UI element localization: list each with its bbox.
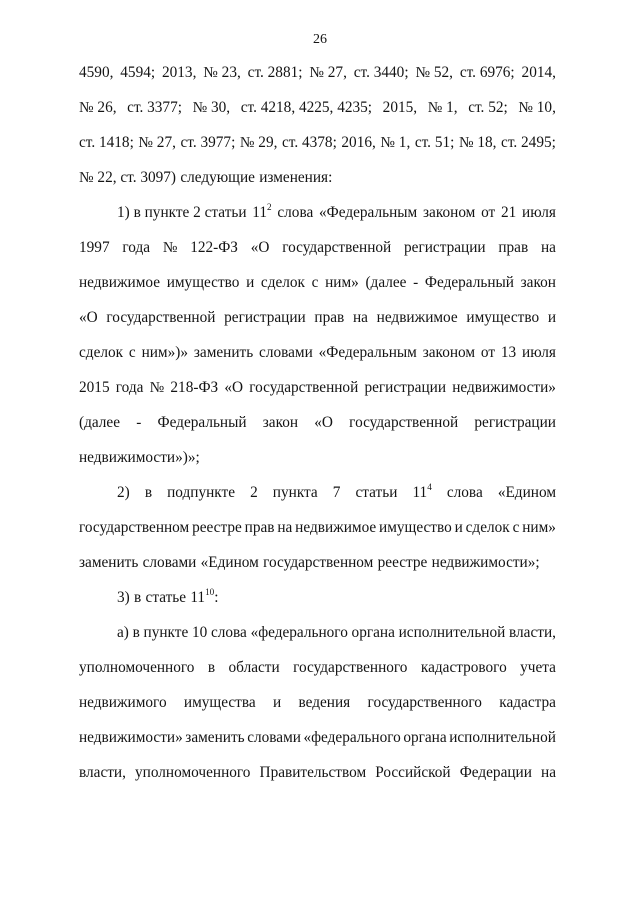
word: регистрации [364,379,447,396]
word: - [136,414,142,431]
word: с [128,344,136,361]
word: 4594; [120,64,156,81]
word: области [228,659,280,676]
word: № [162,239,178,256]
word: № 27, [138,134,176,151]
word: № [149,379,165,396]
text-line [79,131,556,166]
word: имущества [183,694,256,711]
word: имущество [379,519,452,536]
word: «Едином [497,484,556,501]
word: изменения: [259,169,333,186]
word: закон [262,414,299,431]
word: ведения [298,694,351,711]
word: года [115,379,144,396]
word: ст. 3377; [127,99,182,116]
word: 2016, [341,134,376,151]
word: от [480,344,496,361]
word: реестре [377,554,428,571]
word: 3) [117,589,130,606]
text-line [79,481,556,516]
word: «О [224,379,244,396]
word: и [246,274,255,291]
word: 2 [250,484,258,501]
text-line [79,166,556,201]
text-line [79,201,556,236]
word: власти, [509,624,556,641]
word: заменить [193,344,254,361]
word: ст. 4378; [282,134,337,151]
word: статьи [355,484,398,501]
word: словами [142,554,197,571]
text-line [79,656,556,691]
word: $11^4$ [412,482,432,501]
word: «федерального [250,624,348,641]
paragraph-item-2 [79,481,556,586]
text-line [79,446,556,481]
word: 4590, [79,64,114,81]
word: власти, [79,764,126,781]
text-line [79,516,556,551]
word: учета [520,659,556,676]
word: № 1, [427,99,458,116]
word: на [541,764,556,781]
word: на [352,309,368,326]
word: законом [422,344,476,361]
word: регистрации [474,414,556,431]
text-line [79,306,556,341]
word: государственного [367,694,482,711]
word: «О [314,414,333,431]
word: словами [247,729,301,746]
word: кадастра [499,694,556,711]
word: № 26, [79,99,117,116]
text-line [79,96,556,131]
word: уполномоченного [79,659,195,676]
word: ст. 1418; [79,134,134,151]
word: с [512,519,520,536]
word: ст. 3977; [180,134,236,151]
word: ст. 52; [468,99,508,116]
word: - [413,274,419,291]
word: уполномоченного [135,764,251,781]
word: $11^{10}$: [190,587,219,606]
word: слова [446,484,483,501]
word: 7 [332,484,341,501]
word: реестре [192,519,242,536]
word: государственной [349,414,459,431]
word: 1) в пункте 2 статьи [117,204,247,221]
word: а) [117,624,129,641]
word: и [454,519,463,536]
word: закон [520,274,556,291]
word: следующие [180,169,255,186]
word: исполнительной [398,624,506,641]
word: статье [145,589,187,606]
word: государственной [249,379,359,396]
word: 2014, [521,64,556,81]
word: июля [522,344,556,361]
word: «О [250,239,270,256]
word: 122-ФЗ [190,239,238,256]
word: имущество [466,309,540,326]
word: ст. 2495; [501,134,556,151]
page-number: 26 [313,32,327,47]
word: государственной [106,309,216,326]
text-line [79,271,556,306]
word: подпункте [167,484,236,501]
word: прав [498,239,529,256]
word: регистрации [224,309,306,326]
word: ним» [325,274,359,291]
text-line [79,551,556,586]
word: 2013, [161,64,197,81]
word: словами [259,344,313,361]
word: Российской [375,764,451,781]
word: кадастрового [420,659,507,676]
text-line [79,376,556,411]
word: № 18, [458,134,497,151]
word: 2015 [79,379,110,396]
word: 2) [117,484,130,501]
word: июля [522,204,556,221]
word: Федеральный [157,414,247,431]
word: 21 [501,204,517,221]
paragraph-intro [79,61,556,201]
word: регистрации [404,239,486,256]
word: Правительством [259,764,367,781]
word: прав [314,309,345,326]
word: и [273,694,282,711]
word: недвижимое [295,519,377,536]
word: «федерального [303,729,401,746]
paragraph-item-3 [79,586,556,621]
word: «Федеральным [318,344,417,361]
word: заменить [185,729,245,746]
text-line [79,621,556,656]
word: недвижимости»)»; [79,449,200,466]
word: 2015, [382,99,418,116]
word: № 10, [518,99,556,116]
word: и [547,309,556,326]
word: «Федеральным [319,204,418,221]
word: 13 [500,344,517,361]
word: пункте [143,624,189,641]
word: № 1, [380,134,411,151]
word: недвижимости»; [431,554,540,571]
word: органа [403,729,447,746]
word: 218-ФЗ [170,379,219,396]
word: сделок [465,519,510,536]
word: № 52, [415,64,453,81]
word: недвижимое [376,309,458,326]
word: государственной [282,239,392,256]
word: ним»)» [141,344,189,361]
word: прав [244,519,275,536]
word: недвижимого [79,694,167,711]
word: ним» [522,519,556,536]
word: № 22, ст. 3097) [79,169,177,186]
word: 1997 [79,239,110,256]
text-line [79,586,556,621]
word: имущество [166,274,240,291]
word: Федеральный [424,274,514,291]
word: недвижимости» [452,379,556,396]
word: недвижимое [79,274,161,291]
word: недвижимости» [79,729,183,746]
word: государственном [79,519,190,536]
word: от [481,204,496,221]
text-line [79,726,556,761]
word: на [540,239,556,256]
word: ст. 51; [414,134,455,151]
word: государственного [293,659,408,676]
text-line [79,61,556,96]
word: исполнительной [449,729,556,746]
document-body [79,61,556,796]
word: сделок [79,344,124,361]
text-line [79,691,556,726]
word: (далее [79,414,121,431]
word: государственном [263,554,374,571]
paragraph-item-1 [79,201,556,481]
word: в [207,659,216,676]
word: органа [351,624,395,641]
word: года [122,239,151,256]
word: в [144,484,153,501]
text-line [79,236,556,271]
word: с [311,274,319,291]
word: $11^2$ [252,202,272,221]
word: «О [79,309,98,326]
word: «Едином [200,554,259,571]
word: (далее [365,274,407,291]
word: слова [277,204,314,221]
word: ст. 2881; [247,64,303,81]
word: в [132,624,140,641]
word: в [134,589,142,606]
word: сделок [260,274,305,291]
word: ст. 3440; [353,64,409,81]
word: на [277,519,293,536]
text-line [79,761,556,796]
word: пункта [272,484,318,501]
paragraph-item-3a [79,621,556,796]
word: № 30, [192,99,231,116]
text-line [79,341,556,376]
word: законом [423,204,476,221]
word: заменить [79,554,139,571]
word: Федерации [459,764,532,781]
word: ст. 6976; [459,64,515,81]
word: 10 [191,624,208,641]
word: слова [210,624,247,641]
word: № 23, [203,64,241,81]
word: ст. 4218, 4225, 4235; [240,99,373,116]
word: № 29, [239,134,278,151]
word: № 27, [309,64,347,81]
text-line [79,411,556,446]
